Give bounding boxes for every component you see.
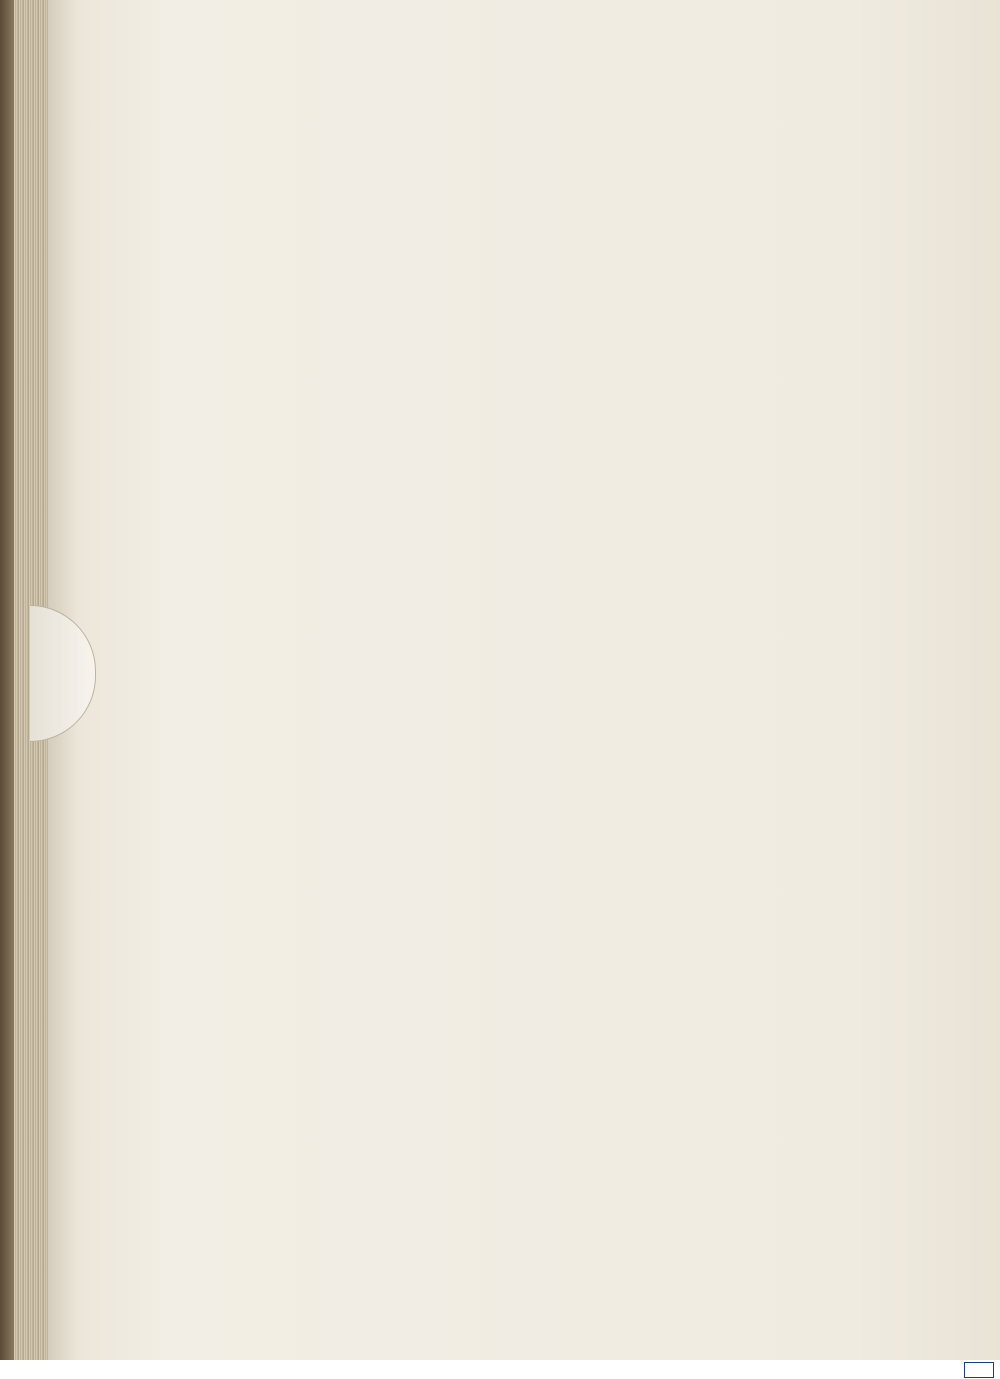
book-spine-shadow xyxy=(0,0,14,1360)
book-page xyxy=(48,0,1000,1360)
page-content xyxy=(258,112,953,146)
footer-bar xyxy=(0,1360,1000,1379)
dfg-logo xyxy=(964,1362,994,1378)
